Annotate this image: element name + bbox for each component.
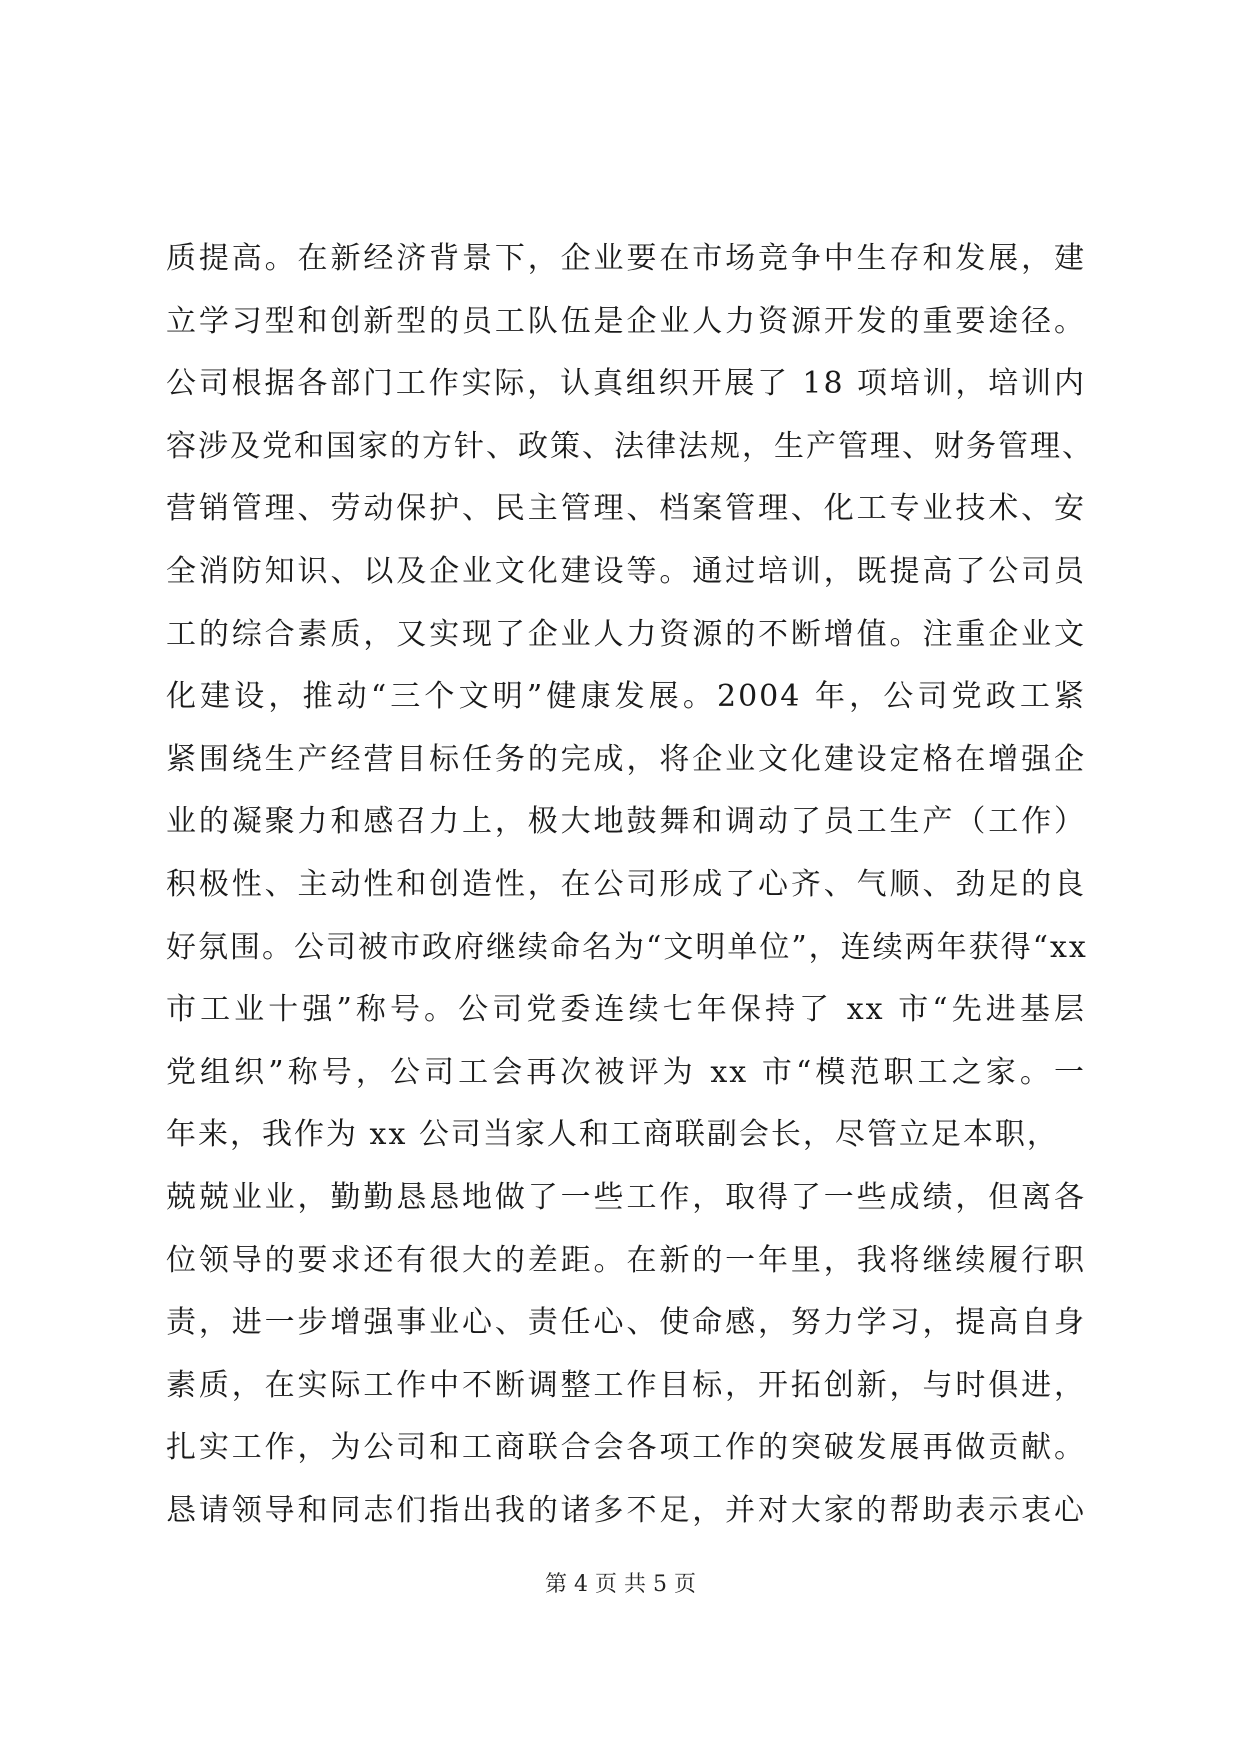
text-line: 工的综合素质，又实现了企业人力资源的不断增值。注重企业文	[166, 616, 1086, 652]
text-line: 质提高。在新经济背景下，企业要在市场竞争中生存和发展，建	[166, 241, 1086, 276]
text-line: 素质，在实际工作中不断调整工作目标，开拓创新，与时俱进，	[166, 1367, 1086, 1403]
body-text	[166, 228, 1094, 1542]
text-line: 扎实工作，为公司和工商联合会各项工作的突破发展再做贡献。	[166, 1430, 1086, 1466]
text-line: 容涉及党和国家的方针、政策、法律法规，生产管理、财务管理、	[166, 428, 1094, 464]
text-line: 位领导的要求还有很大的差距。在新的一年里，我将继续履行职	[166, 1242, 1086, 1278]
text-line: 化建设，推动“三个文明”健康发展。2004 年，公司党政工紧	[166, 679, 1086, 715]
text-line: 公司根据各部门工作实际，认真组织开展了 18 项培训，培训内	[166, 366, 1086, 402]
text-line: 恳请领导和同志们指出我的诸多不足，并对大家的帮助表示衷心	[166, 1492, 1086, 1528]
text-line: 市工业十强”称号。公司党委连续七年保持了 xx 市“先进基层	[166, 992, 1086, 1028]
text-line: 党组织”称号，公司工会再次被评为 xx 市“模范职工之家。一	[166, 1054, 1086, 1090]
page-number: 第 4 页 共 5 页	[545, 1572, 696, 1597]
text-line: 好氛围。公司被市政府继续命名为“文明单位”，连续两年获得“xx	[166, 929, 1088, 965]
text-line: 年来，我作为 xx 公司当家人和工商联副会长，尽管立足本职，	[166, 1117, 1059, 1153]
text-line: 业的凝聚力和感召力上，极大地鼓舞和调动了员工生产（工作）	[166, 804, 1086, 840]
text-line: 全消防知识、以及企业文化建设等。通过培训，既提高了公司员	[166, 553, 1086, 589]
text-line: 积极性、主动性和创造性，在公司形成了心齐、气顺、劲足的良	[166, 866, 1086, 902]
text-line: 立学习型和创新型的员工队伍是企业人力资源开发的重要途径。	[166, 303, 1086, 339]
text-line: 营销管理、劳动保护、民主管理、档案管理、化工专业技术、安	[166, 491, 1086, 527]
text-line: 兢兢业业，勤勤恳恳地做了一些工作，取得了一些成绩，但离各	[166, 1179, 1086, 1215]
text-line: 责，进一步增强事业心、责任心、使命感，努力学习，提高自身	[166, 1305, 1086, 1341]
page-footer	[0, 1570, 1241, 1600]
text-line: 紧围绕生产经营目标任务的完成，将企业文化建设定格在增强企	[166, 741, 1086, 777]
